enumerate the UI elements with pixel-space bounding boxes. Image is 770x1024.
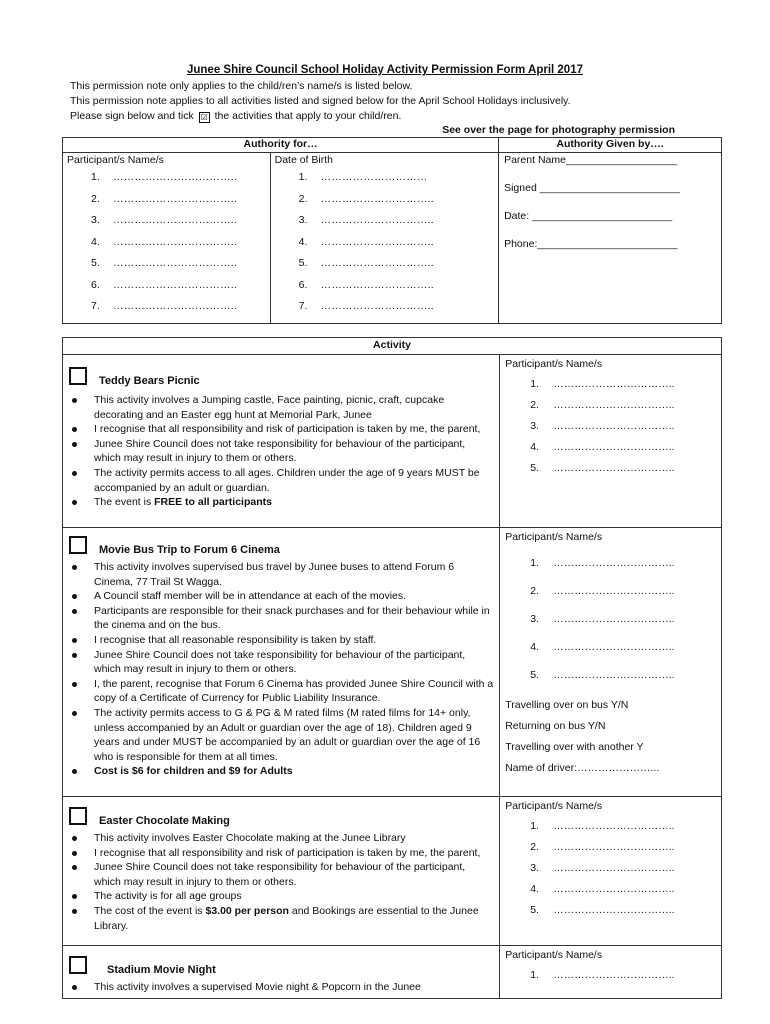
dotted-entry-line[interactable]: ……………………………..	[553, 441, 675, 453]
checkbox-icon[interactable]	[69, 536, 87, 554]
participants-stadium	[500, 946, 722, 999]
dotted-entry-line[interactable]: …………………………..	[320, 300, 434, 312]
authority-table	[62, 137, 722, 324]
activity-bullets	[69, 393, 493, 510]
item-number: 5.	[530, 462, 539, 474]
dotted-entry-line[interactable]: ……………………………..	[553, 841, 675, 853]
list-item[interactable]	[271, 275, 498, 297]
participant-list	[505, 967, 716, 988]
dotted-entry-line[interactable]: ……………………………..	[553, 420, 675, 432]
driver-name-field[interactable]: Name of driver:…………………...	[505, 762, 660, 774]
activity-stadium-movie-night	[63, 946, 500, 999]
bullet-item: I recognise that all responsibility and risk of participation is taken by me, the parent,	[69, 422, 493, 437]
item-number: 5.	[530, 669, 539, 681]
activity-easter-chocolate	[63, 797, 500, 946]
bullet-item: The cost of the event is $3.00 per person and Bookings are essential to the Junee Library.	[69, 904, 493, 933]
list-item[interactable]	[271, 253, 498, 275]
bullet-item: Junee Shire Council does not take responsibility for behaviour of the participant, which may result in injury to them or others.	[69, 860, 493, 889]
item-number: 3.	[91, 214, 100, 226]
list-item[interactable]	[63, 167, 270, 189]
item-number: 2.	[530, 585, 539, 597]
dotted-entry-line[interactable]: …………………………..	[320, 257, 434, 269]
dotted-entry-line[interactable]: ……………………………..	[553, 820, 675, 832]
item-number: 5.	[530, 904, 539, 916]
activity-bullets	[69, 560, 493, 779]
activity-bullets	[69, 980, 493, 995]
intro-line-3-end: the activities that apply to your child/ren.	[214, 110, 402, 122]
bullet-item: The event is FREE to all participants	[69, 495, 493, 510]
dotted-entry-line[interactable]: …………………………..	[320, 235, 434, 248]
dotted-entry-line[interactable]: ……………………………..	[113, 278, 237, 291]
dob-column	[270, 153, 498, 324]
item-number: 7.	[298, 300, 308, 312]
item-number: 3.	[530, 613, 539, 625]
authority-given-header: Authority Given by….	[499, 138, 722, 153]
bullet-item: The activity permits access to all ages. Children under the age of 9 years MUST be accompanied by an adult or guardian.	[69, 466, 493, 495]
dotted-entry-line[interactable]: ……………………………..	[553, 613, 675, 625]
item-number: 7.	[91, 300, 100, 312]
item-number: 2.	[91, 192, 100, 205]
dotted-entry-line[interactable]: ……………………………..	[553, 399, 675, 411]
dotted-entry-line[interactable]: ……………………………..	[113, 192, 237, 205]
item-number: 1.	[530, 378, 539, 390]
item-number: 6.	[298, 278, 308, 291]
item-number: 3.	[530, 862, 539, 874]
item-number: 1.	[530, 820, 539, 832]
item-number: 1.	[298, 171, 308, 183]
list-item[interactable]	[271, 167, 498, 189]
list-item[interactable]	[271, 232, 498, 254]
participants-teddy	[500, 355, 722, 528]
dotted-entry-line[interactable]: …………………………..	[320, 214, 434, 226]
authority-given-column	[499, 153, 722, 324]
dotted-entry-line[interactable]: ……………………………..	[113, 171, 237, 183]
dotted-entry-line[interactable]: ……………………………..	[113, 235, 237, 248]
dotted-entry-line[interactable]: ……………………………..	[553, 969, 675, 981]
signed-field[interactable]: Signed ________________________	[504, 182, 680, 194]
participant-col-label: Participant/s Name/s	[67, 154, 164, 166]
list-item[interactable]	[505, 418, 716, 439]
item-number: 2.	[298, 192, 308, 205]
list-item[interactable]	[505, 902, 716, 923]
dotted-entry-line[interactable]: …………………………	[320, 171, 428, 183]
item-number: 3.	[298, 214, 308, 226]
bus-return-field[interactable]: Returning on bus Y/N	[505, 720, 606, 732]
participant-label: Participant/s Name/s	[505, 800, 603, 812]
bullet-item: I recognise that all responsibility and risk of participation is taken by me, the parent,	[69, 846, 493, 861]
item-number: 2.	[530, 399, 539, 411]
activity-movie-bus-trip	[63, 528, 500, 797]
dotted-entry-line[interactable]: ……………………………..	[553, 641, 675, 653]
activity-title: Teddy Bears Picnic	[99, 375, 493, 387]
list-item[interactable]	[505, 397, 716, 418]
intro-line-1: This permission note only applies to the child/ren’s name/s is listed below.	[70, 80, 413, 92]
participant-list	[505, 376, 716, 481]
item-number: 4.	[91, 235, 100, 248]
activity-table	[62, 337, 722, 999]
list-item[interactable]	[505, 839, 716, 860]
bullet-item: This activity involves a Jumping castle, Face painting, picnic, craft, cupcake decorating and an Easter egg hunt at Memorial Park, Junee	[69, 393, 493, 422]
item-number: 1.	[530, 557, 539, 569]
dob-list	[271, 167, 498, 318]
list-item[interactable]	[505, 639, 716, 667]
tick-box-icon: ☑	[200, 113, 208, 122]
list-item[interactable]	[63, 189, 270, 211]
participant-list	[505, 818, 716, 923]
intro-line-3-start: Please sign below and tick	[70, 110, 194, 122]
dotted-entry-line[interactable]: …………………………..	[320, 278, 434, 291]
list-item[interactable]	[63, 275, 270, 297]
date-field[interactable]: Date: ________________________	[504, 210, 673, 222]
list-item[interactable]	[505, 818, 716, 839]
activity-bullets	[69, 831, 493, 933]
bullet-item: Participants are responsible for their snack purchases and for their behaviour while in the cinema and on the bus.	[69, 604, 493, 633]
list-item[interactable]	[505, 439, 716, 460]
participants-movie	[500, 528, 722, 797]
dotted-entry-line[interactable]: ……………………………..	[553, 669, 675, 681]
list-item[interactable]	[505, 611, 716, 639]
bullet-item: Junee Shire Council does not take responsibility for behaviour of the participant, which may result in injury to them or others.	[69, 648, 493, 677]
participant-name-list	[63, 167, 270, 318]
participants-easter	[500, 797, 722, 946]
dob-col-label: Date of Birth	[274, 154, 333, 166]
participant-label: Participant/s Name/s	[505, 358, 603, 370]
authority-for-header: Authority for…	[63, 138, 499, 153]
item-number: 4.	[530, 441, 539, 453]
bullet-item: I recognise that all reasonable responsibility is taken by staff.	[69, 633, 493, 648]
item-number: 4.	[530, 641, 539, 653]
intro-line-2: This permission note applies to all activities listed and signed below for the April School Holidays inclusively.	[70, 95, 571, 107]
activity-title: Stadium Movie Night	[99, 964, 493, 976]
dotted-entry-line[interactable]: …………………………..	[320, 192, 434, 205]
bullet-item: Junee Shire Council does not take responsibility for behaviour of the participant, which may result in injury to them or others.	[69, 437, 493, 466]
list-item[interactable]	[63, 296, 270, 318]
dotted-entry-line[interactable]: ……………………………..	[553, 585, 675, 597]
dotted-entry-line[interactable]: ……………………………..	[553, 904, 675, 916]
list-item[interactable]	[63, 232, 270, 254]
list-item[interactable]	[505, 860, 716, 881]
dotted-entry-line[interactable]: ……………………………..	[553, 557, 675, 569]
list-item[interactable]	[271, 296, 498, 318]
checkbox-icon[interactable]	[69, 956, 87, 974]
list-item[interactable]	[505, 460, 716, 481]
travel-other-field[interactable]: Travelling over with another Y	[505, 741, 644, 753]
list-item[interactable]	[63, 253, 270, 275]
item-number: 5.	[91, 257, 100, 269]
intro-line-3	[70, 110, 401, 123]
participant-label: Participant/s Name/s	[505, 531, 603, 543]
dotted-entry-line[interactable]: ……………………………..	[553, 883, 675, 895]
participant-column	[63, 153, 271, 324]
bullet-item: The activity is for all age groups	[69, 889, 493, 904]
list-item[interactable]	[505, 667, 716, 695]
bullet-item: A Council staff member will be in attendance at each of the movies.	[69, 589, 493, 604]
checkbox-icon[interactable]	[69, 367, 87, 385]
item-number: 4.	[530, 883, 539, 895]
bullet-item: This activity involves Easter Chocolate making at the Junee Library	[69, 831, 493, 846]
item-number: 2.	[530, 841, 539, 853]
list-item[interactable]	[63, 210, 270, 232]
list-item[interactable]	[505, 583, 716, 611]
item-number: 1.	[91, 171, 100, 183]
item-number: 3.	[530, 420, 539, 432]
item-number: 6.	[91, 278, 100, 291]
activity-title: Easter Chocolate Making	[99, 815, 493, 827]
photography-note: See over the page for photography permission	[442, 124, 675, 136]
dotted-entry-line[interactable]: ……………………………..	[553, 378, 675, 390]
item-number: 5.	[298, 257, 308, 269]
checkbox-icon[interactable]	[69, 807, 87, 825]
list-item[interactable]	[505, 967, 716, 988]
dotted-entry-line[interactable]: ……………………………..	[113, 214, 237, 226]
bullet-item: The activity permits access to G & PG & M rated films (M rated films for 14+ only, unless accompanied by an Adult or guardian over the age of 18). Children aged 9 years and under MUST be accompanied by an adult or guardian over the age of 16 who is responsible for them at all times.	[69, 706, 493, 764]
bullet-item: I, the parent, recognise that Forum 6 Cinema has provided Junee Shire Council with a copy of a Certificate of Currency for Public Liability Insurance.	[69, 677, 493, 706]
list-item[interactable]	[505, 555, 716, 583]
list-item[interactable]	[271, 189, 498, 211]
bullet-item: This activity involves supervised bus travel by Junee buses to attend Forum 6 Cinema, 77 Trail St Wagga.	[69, 560, 493, 589]
list-item[interactable]	[271, 210, 498, 232]
participant-list	[505, 555, 716, 695]
dotted-entry-line[interactable]: ……………………………..	[553, 462, 675, 474]
item-number: 1.	[530, 969, 539, 981]
bullet-item: This activity involves a supervised Movie night & Popcorn in the Junee	[69, 980, 493, 995]
dotted-entry-line[interactable]: ……………………………..	[113, 300, 237, 312]
form-title: Junee Shire Council School Holiday Activity Permission Form April 2017	[186, 64, 583, 76]
dotted-entry-line[interactable]: ……………………………..	[113, 257, 237, 269]
dotted-entry-line[interactable]: ……………………………..	[553, 862, 675, 874]
activity-title: Movie Bus Trip to Forum 6 Cinema	[99, 544, 493, 556]
participant-label: Participant/s Name/s	[505, 949, 603, 961]
activity-header: Activity	[63, 338, 722, 355]
list-item[interactable]	[505, 881, 716, 902]
item-number: 4.	[298, 235, 308, 248]
parent-name-field[interactable]: Parent Name___________________	[504, 154, 677, 166]
phone-field[interactable]: Phone:________________________	[504, 238, 678, 250]
bus-over-field[interactable]: Travelling over on bus Y/N	[505, 699, 629, 711]
list-item[interactable]	[505, 376, 716, 397]
bullet-item: Cost is $6 for children and $9 for Adults	[69, 764, 493, 779]
activity-teddy-bears-picnic	[63, 355, 500, 528]
